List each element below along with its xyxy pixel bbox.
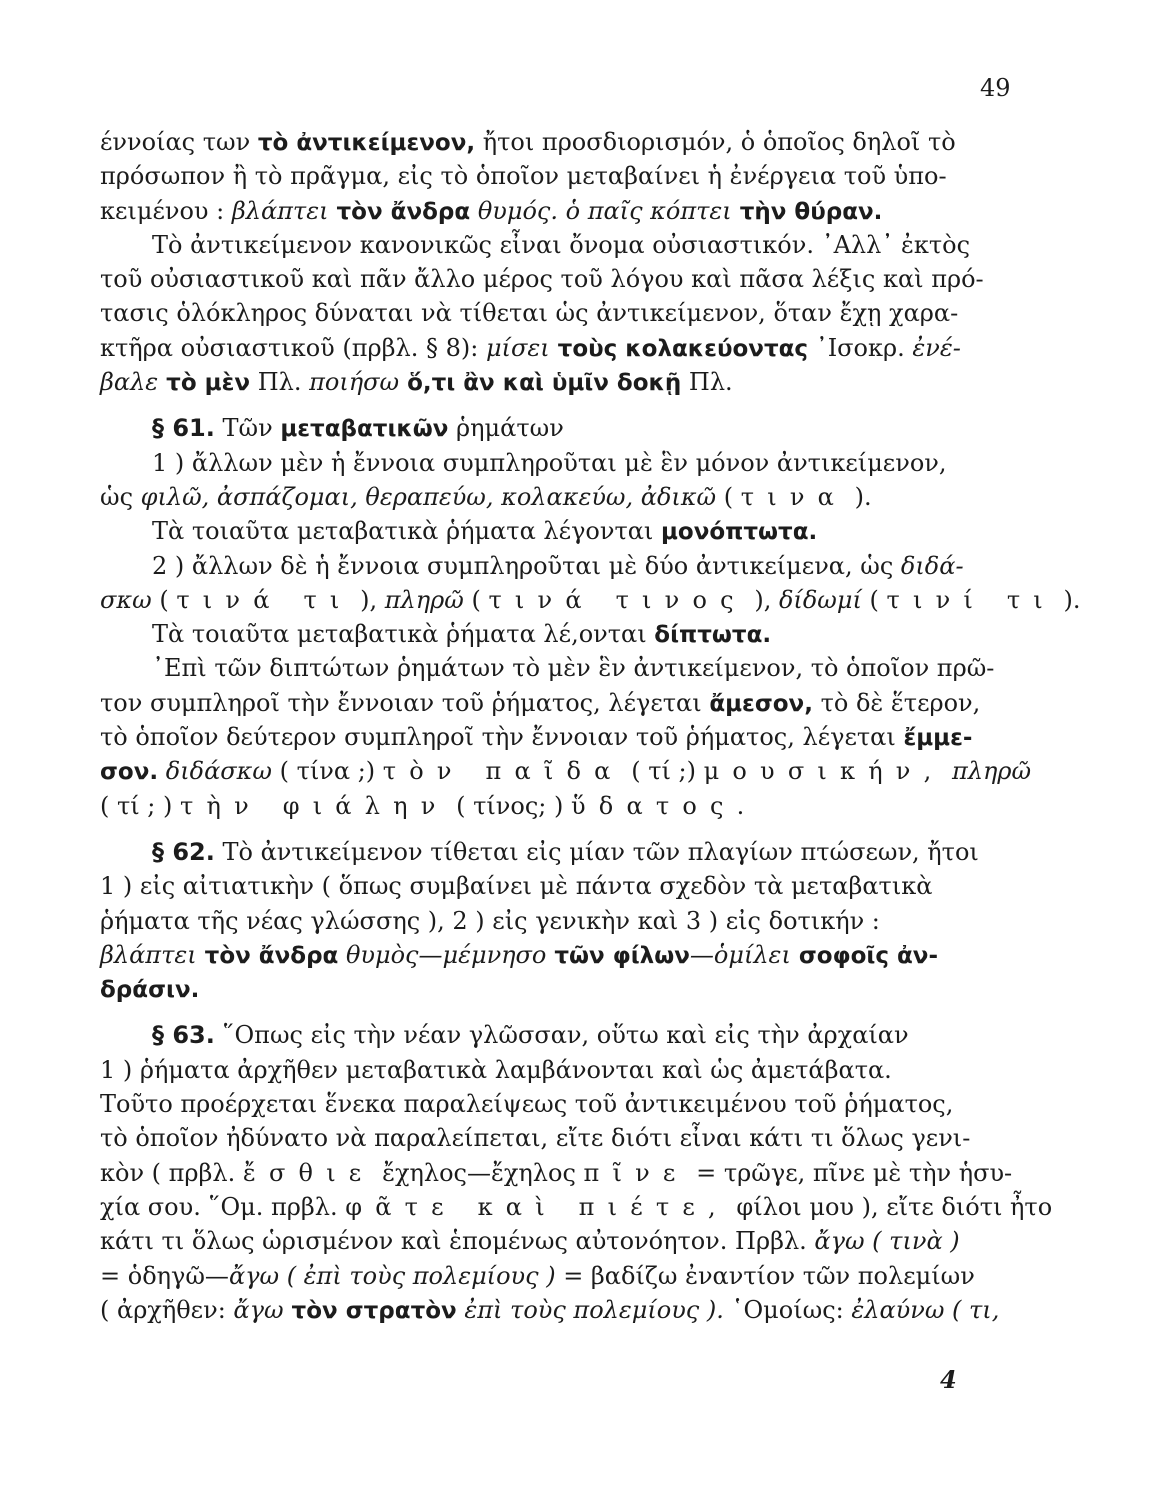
text-run: τὸν παῖδα	[382, 757, 624, 786]
text-run: ῥημάτων	[448, 414, 564, 443]
text-run: ( ἀρχῆθεν:	[100, 1295, 234, 1324]
text-line	[100, 651, 1020, 685]
text-run: ὅ,τι ἂν καὶ ὑμῖν δοκῇ	[399, 370, 682, 397]
text-run: ἤτοι προσδιορισμόν, ὁ ὁποῖος δηλοῖ τὸ	[475, 128, 956, 156]
text-run: ),	[746, 585, 779, 614]
text-run: κάτι τι ὅλως ὡρισμένον καὶ ἑπομένως αὐτονόητον. Πρβλ.	[100, 1227, 815, 1256]
text-run: διδά-	[900, 551, 964, 580]
text-line	[100, 1018, 1020, 1052]
text-line	[100, 1293, 1020, 1327]
text-run: τὸ ἀντικείμενον,	[257, 130, 476, 156]
text-run: (	[151, 585, 177, 614]
text-run: ( τί ;)	[623, 757, 704, 786]
text-run: τινα	[740, 482, 848, 511]
text-line	[100, 549, 1020, 583]
text-run: ).	[1055, 585, 1081, 614]
text-run: φιλῶ, ἀσπάζομαι, θεραπεύω, κολακεύω, ἀδικῶ	[140, 482, 717, 511]
text-run: ἄγω	[233, 1295, 284, 1324]
text-run: μονόπτωτα.	[660, 519, 818, 546]
body-text	[100, 125, 1081, 1327]
text-run: βλάπτει	[231, 196, 329, 225]
text-run: σκω	[100, 585, 152, 614]
text-line	[100, 1087, 1020, 1121]
text-line	[100, 228, 1020, 262]
text-run: φίλοι μου ), εἴτε διότι ἦτο	[728, 1192, 1053, 1221]
text-run: βλάπτει	[100, 940, 197, 969]
text-run: χία σου. ῞Ομ. πρβλ.	[100, 1192, 346, 1221]
text-run: ἐπὶ τοὺς πολεμίους ).	[456, 1295, 724, 1324]
text-run: ῥήματα τῆς νέας γλώσσης ), 2 ) εἰς γενικὴν καὶ 3 ) εἰς δοτικήν :	[100, 906, 880, 935]
text-run: πληρῶ	[384, 585, 464, 614]
text-line	[100, 938, 1020, 972]
text-run: Πλ.	[250, 368, 310, 397]
text-run: ( τίνα ;)	[271, 757, 383, 786]
text-run: 1 ) ἄλλων μὲν ἡ ἔννοια συμπληροῦται μὲ ἓν μόνον ἀντικείμενον,	[152, 448, 947, 477]
text-run: τὸν στρατὸν	[283, 1297, 457, 1324]
text-run: Πλ.	[681, 368, 733, 397]
text-run: ἔσθιε	[242, 1158, 375, 1187]
text-run: διδάσκω	[158, 757, 272, 786]
text-run: έννοίας των	[100, 128, 258, 156]
signature-mark: 4	[940, 1365, 957, 1394]
text-run: τὸ ὁποῖον δεύτερον συμπληροῖ τὴν ἔννοιαν τοῦ ῥήματος, λέγεται	[100, 723, 904, 752]
text-line	[100, 125, 1020, 159]
text-run: ὕδατος.	[571, 791, 758, 820]
text-run: τασις ὁλόκληρος δύναται νὰ τίθεται ὡς ἀντικείμενον, ὅταν ἔχῃ χαρα-	[100, 299, 959, 328]
text-run: Τῶν	[214, 414, 281, 443]
text-line	[100, 617, 1020, 651]
text-run: τὴν φιάλην	[180, 791, 449, 820]
text-line	[100, 411, 1020, 445]
text-run: ἄγω ( τινὰ )	[814, 1227, 960, 1256]
text-line	[100, 1156, 1020, 1190]
text-run: ἔμμε-	[903, 725, 973, 752]
page-number: 49	[980, 74, 1011, 102]
text-line	[100, 296, 1020, 330]
text-line	[100, 686, 1020, 720]
text-run: δράσιν.	[100, 977, 200, 1004]
text-run: = ὁδηγῶ—	[100, 1261, 229, 1290]
text-run: —ὁμίλει	[689, 940, 791, 969]
text-run: κτῆρα οὐσιαστικοῦ (πρβλ. § 8):	[100, 333, 486, 362]
text-run: ᾽Επὶ τῶν διπτώτων ῥημάτων τὸ μὲν ἓν ἀντικείμενον, τὸ ὁποῖον πρῶ-	[152, 654, 995, 683]
text-run: ἐνέ-	[912, 333, 961, 362]
text-run: τὸ δὲ ἕτερον,	[812, 688, 981, 717]
text-line	[100, 1121, 1020, 1155]
text-run: τὸ ὁποῖον ἠδύνατο νὰ παραλείπεται, εἴτε διότι εἶναι κάτι τι ὅλως γενι-	[100, 1124, 971, 1153]
section-heading: § 63.	[152, 1021, 215, 1050]
text-run: θυμὸς—μέμνησο	[338, 940, 547, 969]
text-run: = τρῶγε, πῖνε μὲ τὴν ἡσυ-	[688, 1158, 1013, 1187]
text-line	[100, 446, 1020, 480]
text-run: Τὰ τοιαῦτα μεταβατικὰ ῥήματα λέγονται	[152, 517, 661, 546]
text-run: Τὸ ἀντικείμενον τίθεται εἰς μίαν τῶν πλαγίων πτώσεων, ἤτοι	[214, 837, 979, 866]
text-line	[100, 720, 1020, 754]
text-line	[100, 869, 1020, 903]
section-heading: § 61.	[152, 414, 215, 443]
text-line	[100, 904, 1020, 938]
text-run: 1 ) ῥήματα ἀρχῆθεν μεταβατικὰ λαμβάνονται καὶ ὡς ἀμετάβατα.	[100, 1055, 892, 1084]
text-run: ῞Οπως εἰς τὴν νέαν γλῶσσαν, οὕτω καὶ εἰς τὴν ἀρχαίαν	[214, 1021, 909, 1050]
text-run: τινί τι	[886, 585, 1056, 614]
text-run: ᾽Ισοκρ.	[808, 333, 913, 362]
text-run: μίσει	[485, 333, 550, 362]
text-run: σον.	[100, 759, 159, 786]
text-line	[100, 194, 1020, 228]
text-run: τὸν ἄνδρα	[196, 942, 339, 969]
text-line	[100, 262, 1020, 296]
section-heading: § 62.	[152, 837, 215, 866]
text-line	[100, 1224, 1020, 1258]
text-run: 1 ) εἰς αἰτιατικὴν ( ὅπως συμβαίνει μὲ πάντα σχεδὸν τὰ μεταβατικὰ	[100, 872, 933, 901]
text-run: ).	[847, 482, 872, 511]
text-run: δίπτωτα.	[654, 622, 772, 649]
text-run: ποιήσω	[309, 368, 400, 397]
text-run: τῶν φίλων	[546, 942, 690, 969]
text-run: θυμός. ὁ παῖς κόπτει	[470, 196, 732, 225]
text-run: πρόσωπον ἢ τὸ πρᾶγμα, εἰς τὸ ὁποῖον μεταβαίνει ἡ ἐνέργεια τοῦ ὑπο-	[100, 162, 947, 191]
text-run: μουσικήν,	[703, 757, 945, 786]
text-line	[100, 1053, 1020, 1087]
text-run: ὡς	[100, 482, 141, 511]
text-run: φᾶτε καὶ πιέτε,	[345, 1192, 729, 1221]
text-run: τοῦ οὐσιαστικοῦ καὶ πᾶν ἄλλο μέρος τοῦ λόγου καὶ πᾶσα λέξις καὶ πρό-	[100, 265, 984, 294]
text-run: ἄμεσον,	[709, 690, 813, 717]
text-run: (	[716, 482, 741, 511]
text-run: ( τίνος; )	[448, 791, 571, 820]
text-line	[100, 583, 1081, 617]
text-line	[100, 754, 1032, 788]
text-run: βαλε	[100, 368, 159, 397]
text-line	[100, 1190, 1053, 1224]
text-run: κὸν ( πρβλ.	[100, 1158, 243, 1187]
text-run: τοὺς κολακεύοντας	[549, 335, 809, 362]
text-line	[100, 365, 1020, 399]
text-run: ἐλαύνω ( τι,	[851, 1295, 1000, 1324]
text-run: = βαδίζω ἐναντίον τῶν πολεμίων	[555, 1261, 975, 1290]
text-run: ἔχηλος—ἔχηλος	[374, 1158, 584, 1187]
text-line	[100, 972, 1020, 1006]
text-run: (	[861, 585, 887, 614]
text-line	[100, 514, 1020, 548]
text-run: τινά τινος	[488, 585, 747, 614]
text-run: Τοῦτο προέρχεται ἕνεκα παραλείψεως τοῦ ἀντικειμένου τοῦ ῥήματος,	[100, 1090, 954, 1119]
text-line	[100, 1259, 1020, 1293]
text-run: 2 ) ἄλλων δὲ ἡ ἔννοια συμπληροῦται μὲ δύο ἀντικείμενα, ὡς	[152, 551, 901, 580]
text-run: πληρῶ	[944, 757, 1032, 786]
text-line	[100, 331, 1020, 365]
text-run: τινά τι	[176, 585, 353, 614]
text-run: (	[463, 585, 489, 614]
text-run: κειμένου :	[100, 196, 232, 225]
text-line	[100, 159, 1020, 193]
text-run: τὸ μὲν	[158, 370, 251, 397]
text-run: Τὰ τοιαῦτα μεταβατικὰ ῥήματα λέ,ονται	[152, 620, 655, 649]
text-run: τον συμπληροῖ τὴν ἔννοιαν τοῦ ῥήματος, λέγεται	[100, 688, 710, 717]
text-run: τὸν ἄνδρα	[328, 198, 471, 225]
text-run: πῖνε	[583, 1158, 689, 1187]
text-run: ῾Ομοίως:	[723, 1295, 852, 1324]
text-line	[100, 789, 1020, 823]
text-run: τὴν θύραν.	[731, 198, 883, 225]
text-run: ( τί ; )	[100, 791, 181, 820]
text-run: μεταβατικῶν	[280, 416, 449, 443]
text-run: Τὸ ἀντικείμενον κανονικῶς εἶναι ὄνομα οὐσιαστικόν. ᾽Αλλ᾽ ἐκτὸς	[152, 230, 971, 259]
text-line	[100, 835, 1020, 869]
text-run: ),	[352, 585, 385, 614]
text-run: ἄγω ( ἐπὶ τοὺς πολεμίους )	[228, 1261, 556, 1290]
text-line	[100, 480, 1020, 514]
text-run: σοφοῖς ἀν-	[790, 942, 938, 969]
text-run: δίδωμί	[778, 585, 862, 614]
